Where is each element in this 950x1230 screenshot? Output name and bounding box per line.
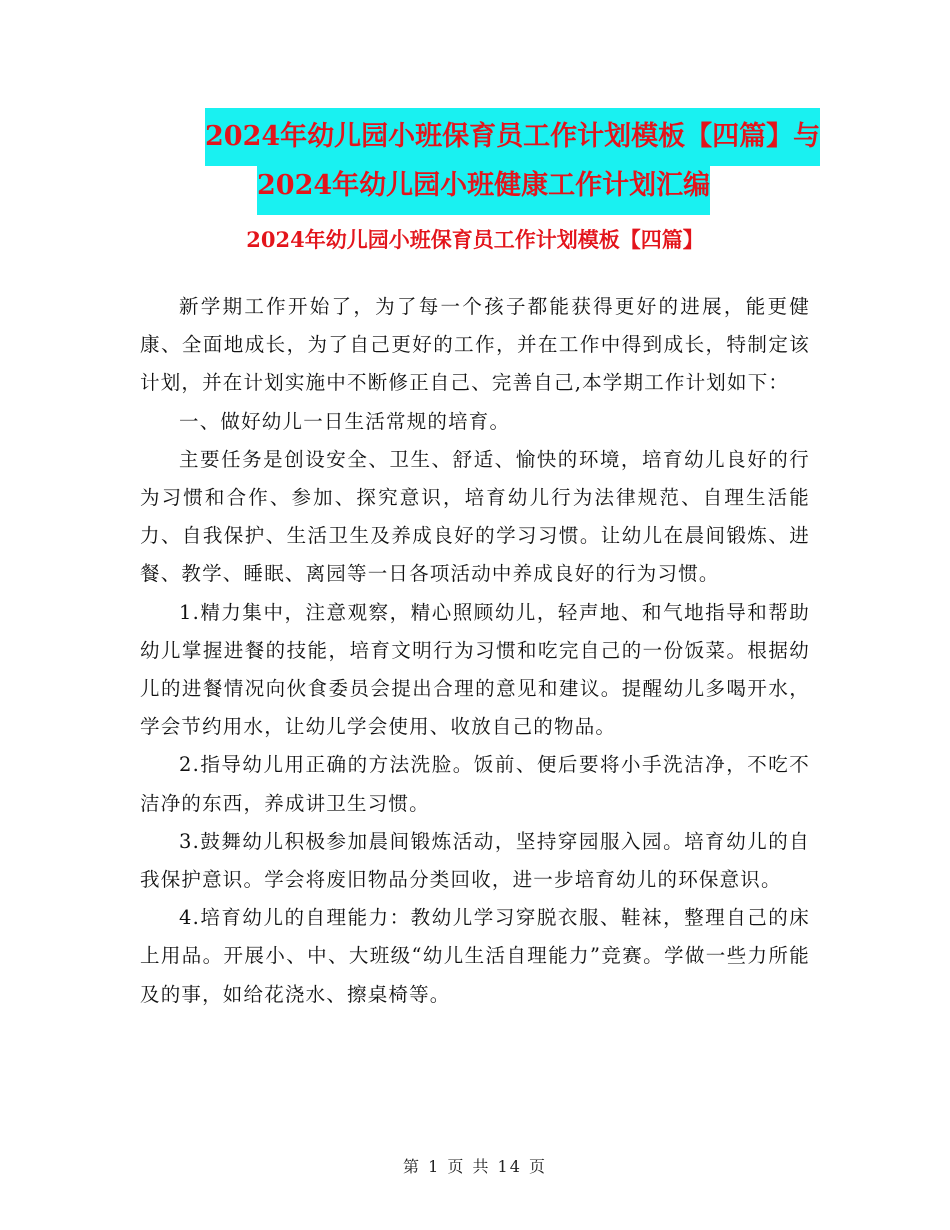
paragraph-item-2: 2.指导幼儿用正确的方法洗脸。饭前、便后要将小手洗洁净，不吃不洁净的东西，养成讲卫生习惯。 <box>140 753 810 815</box>
paragraph-item-1: 1.精力集中，注意观察，精心照顾幼儿，轻声地、和气地指导和帮助幼儿掌握进餐的技能，培育文明行为习惯和吃完自己的一份饭菜。根据幼儿的进餐情况向伙食委员会提出合理的意见和建议。提醒幼儿多喝开水，学会节约用水，让幼儿学会使用、收放自己的物品。 <box>140 600 810 739</box>
section-title: 2024年幼儿园小班保育员工作计划模板【四篇】 <box>246 227 704 252</box>
paragraph-intro: 新学期工作开始了，为了每一个孩子都能获得更好的进展，能更健康、全面地成长，为了自己更好的工作，并在工作中得到成长，特制定该计划，并在计划实施中不断修正自己、完善自己,本学期工作计划如下： <box>140 295 810 395</box>
paragraph-main-tasks: 主要任务是创设安全、卫生、舒适、愉快的环境，培育幼儿良好的行为习惯和合作、参加、探究意识，培育幼儿行为法律规范、自理生活能力、自我保护、生活卫生及养成良好的学习习惯。让幼儿在晨间锻炼、进餐、教学、睡眠、离园等一日各项活动中养成良好的行为习惯。 <box>140 447 810 586</box>
paragraph-item-4: 4.培育幼儿的自理能力：教幼儿学习穿脱衣服、鞋袜，整理自己的床上用品。开展小、中、大班级“幼儿生活自理能力”竞赛。学做一些力所能及的事，如给花浇水、擦桌椅等。 <box>140 906 810 1006</box>
paragraph-item-3: 3.鼓舞幼儿积极参加晨间锻炼活动，坚持穿园服入园。培育幼儿的自我保护意识。学会将废旧物品分类回收，进一步培育幼儿的环保意识。 <box>140 829 810 892</box>
paragraph-heading-1: 一、做好幼儿一日生活常规的培育。 <box>179 409 511 433</box>
document-body <box>140 288 810 1014</box>
document-title-line-1: 2024年幼儿园小班保育员工作计划模板【四篇】与 <box>205 108 820 166</box>
page-footer: 第 1 页 共 14 页 <box>403 1157 547 1176</box>
document-title-line-2: 2024年幼儿园小班健康工作计划汇编 <box>257 157 710 215</box>
